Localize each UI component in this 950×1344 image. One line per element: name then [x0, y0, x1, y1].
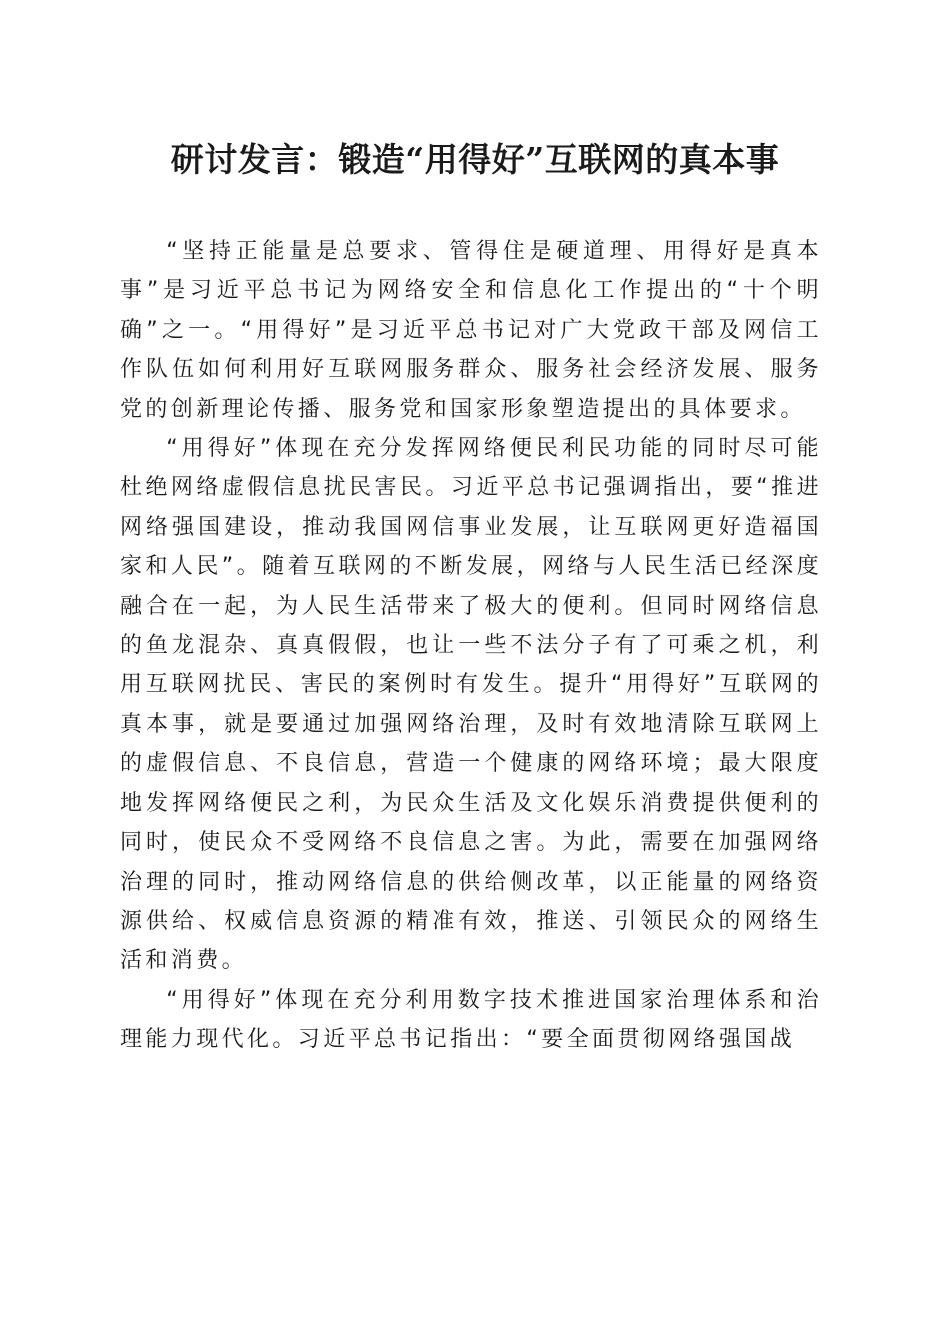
document-body [120, 232, 822, 1060]
document-title: 研讨发言：锻造“用得好”互联网的真本事 [170, 140, 780, 179]
paragraph-2: “用得好”体现在充分发挥网络便民利民功能的同时尽可能杜绝网络虚假信息扰民害民。习近平总书记强调指出，要“推进网络强国建设，推动我国网信事业发展，让互联网更好造福国家和人民”。随着互联网的不断发展，网络与人民生活已经深度融合在一起，为人民生活带来了极大的便利。但同时网络信息的鱼龙混杂、真真假假，也让一些不法分子有了可乘之机，利用互联网扰民、害民的案例时有发生。提升“用得好”互联网的真本事，就是要通过加强网络治理，及时有效地清除互联网上的虚假信息、不良信息，营造一个健康的网络环境；最大限度地发挥网络便民之利，为民众生活及文化娱乐消费提供便利的同时，使民众不受网络不良信息之害。为此，需要在加强网络治理的同时，推动网络信息的供给侧改革，以正能量的网络资源供给、权威信息资源的精准有效，推送、引领民众的网络生活和消费。 [120, 436, 822, 974]
paragraph-3: “用得好”体现在充分利用数字技术推进国家治理体系和治理能力现代化。习近平总书记指出：“要全面贯彻网络强国战 [120, 987, 822, 1053]
paragraph-1: “坚持正能量是总要求、管得住是硬道理、用得好是真本事”是习近平总书记为网络安全和信息化工作提出的“十个明确”之一。“用得好”是习近平总书记对广大党政干部及网信工作队伍如何利用好互联网服务群众、服务社会经济发展、服务党的创新理论传播、服务党和国家形象塑造提出的具体要求。 [120, 239, 822, 422]
